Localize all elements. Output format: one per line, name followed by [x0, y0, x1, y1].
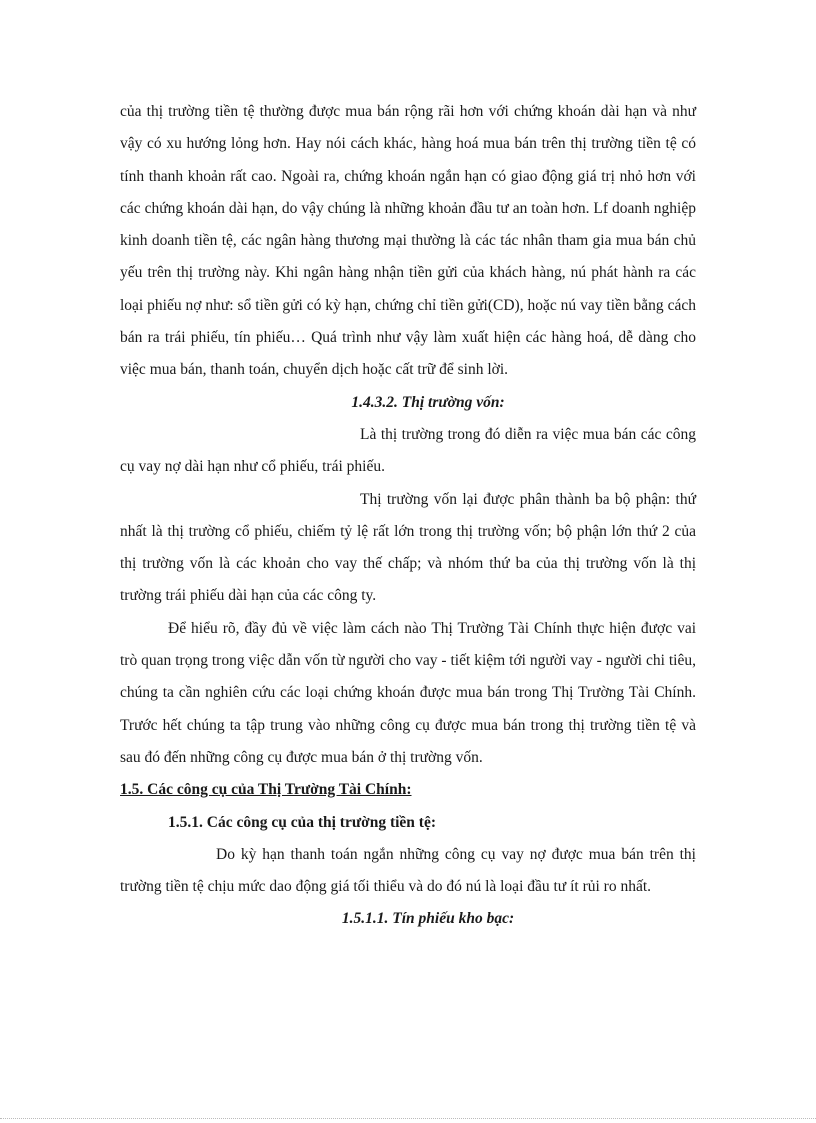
paragraph-money-market-risk: Do kỳ hạn thanh toán ngắn những công cụ vay nợ được mua bán trên thị trường tiền tệ chịu mức dao động giá tối thiểu và do đó nú là loại đầu tư ít rủi ro nhất. [120, 845, 696, 896]
paragraph-capital-market-definition: Là thị trường trong đó diễn ra việc mua bán các công cụ vay nợ dài hạn như cổ phiếu, trái phiếu. [120, 425, 696, 476]
paragraph-capital-market-parts: Thị trường vốn lại được phân thành ba bộ phận: thứ nhất là thị trường cổ phiếu, chiếm tỷ lệ rất lớn trong thị trường vốn; bộ phận lớn thứ 2 của thị trường vốn là các khoản cho vay thế chấp; và nhóm thứ ba của thị trường vốn là thị trường trái phiếu dài hạn của các công ty. [120, 490, 696, 605]
paragraph-financial-market-overview: Để hiểu rõ, đầy đủ về việc làm cách nào Thị Trường Tài Chính thực hiện được vai trò quan trọng trong việc dẫn vốn từ người cho vay - tiết kiệm tới người vay - người chi tiêu, chúng ta cần nghiên cứu các loại chứng khoán được mua bán trong Thị Trường Tài Chính. Trước hết chúng ta tập trung vào những công cụ được mua bán trong thị trường tiền tệ và sau đó đến những công cụ được mua bán ở thị trường vốn. [120, 619, 696, 766]
page-bottom-border [0, 1118, 816, 1119]
heading-treasury-bills: 1.5.1.1. Tín phiếu kho bạc: [341, 910, 515, 928]
document-page [120, 96, 696, 936]
paragraph-money-market-liquidity: của thị trường tiền tệ thường được mua bán rộng rãi hơn với chứng khoán dài hạn và như vậy có xu hướng lỏng hơn. Hay nói cách khác, hàng hoá mua bán trên thị trường tiền tệ có tính thanh khoản rất cao. Ngoài ra, chứng khoán ngắn hạn có giao động giá trị nhỏ hơn với các chứng khoán dài hạn, do vậy chúng là những khoản đầu tư an toàn hơn. Lf doanh nghiệp kinh doanh tiền tệ, các ngân hàng thương mại thường là các tác nhân tham gia mua bán chủ yếu trên thị trường này. Khi ngân hàng nhận tiền gửi của khách hàng, nú phát hành ra các loại phiếu nợ như: sổ tiền gửi có kỳ hạn, chứng chỉ tiền gửi(CD), hoặc nú vay tiền bằng cách bán ra trái phiếu, tín phiếu… Quá trình như vậy làm xuất hiện các hàng hoá, dễ dàng cho việc mua bán, thanh toán, chuyển dịch hoặc cất trữ để sinh lời. [120, 103, 696, 379]
heading-money-market-instruments: 1.5.1. Các công cụ của thị trường tiền tệ: [168, 813, 437, 831]
heading-capital-market: 1.4.3.2. Thị trường vốn: [351, 393, 505, 411]
heading-financial-market-instruments: 1.5. Các công cụ của Thị Trường Tài Chính: [120, 781, 412, 799]
